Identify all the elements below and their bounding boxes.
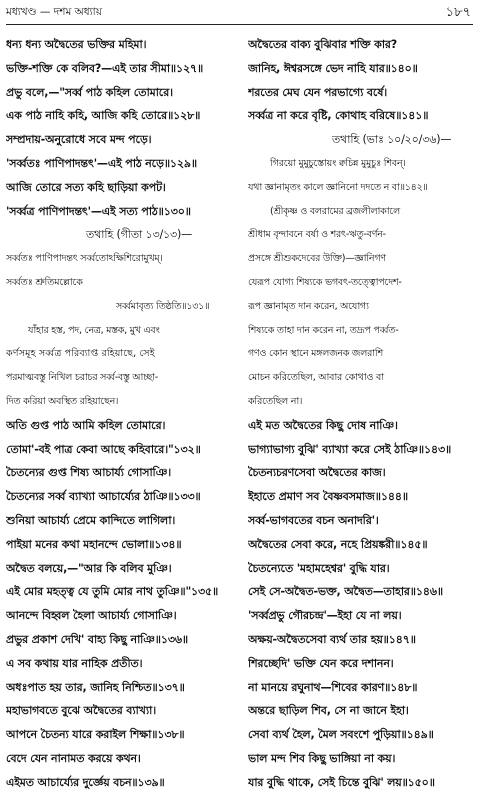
- left-line-31: বেদে যেন নানামত করয়ে কথন।: [6, 751, 141, 765]
- right-line-19: চৈতন্যচরণসেবা অদ্বৈতের কাজ।: [248, 466, 386, 480]
- page-number: ১৮৭: [445, 5, 471, 20]
- left-line-13: যাঁহার হস্ত, পদ, নেত্র, মস্তক, মুখ এবং: [28, 324, 160, 336]
- right-line-4: সর্ব্বত্র না করে বৃষ্টি, কোথাহ বরিষে॥১৪১॥: [248, 109, 429, 123]
- right-line-14: গণও কোন স্থানে মঙ্গলজনক জলরাশি: [248, 348, 383, 360]
- right-line-22: অদ্বৈতের সেবা করে, নহে প্রিয়ঙ্করী॥১৪৫॥: [248, 537, 428, 551]
- left-line-3: প্রভু বলে,—"সর্ব্ব পাঠ কহিল তোমারে।: [6, 85, 173, 99]
- left-line-9: তথাহি (গীতা ১৩/১৩)—: [86, 228, 193, 242]
- left-line-32: এইমত আচার্য্যের দুর্জ্ঞেয় বচন॥১৩৯॥: [6, 775, 165, 789]
- right-line-30: সেবা ব্যর্থ হৈল, মৈল সবংশে পুড়িয়া॥১৪৯॥: [248, 728, 434, 742]
- right-line-15: মোচন করিতেছিল, আবার কোথাও বা: [248, 372, 384, 384]
- left-line-14: কর্ণসমূহ সর্ব্বত্র পরিব্যাপ্ত রহিয়াছে, সেই: [6, 348, 155, 360]
- left-line-21: শুনিয়া আচার্য্য প্রেমে কান্দিতে লাগিলা।: [6, 513, 176, 527]
- left-line-17: অতি গুপ্ত পাঠ আমি কহিল তোমারে।: [6, 418, 166, 432]
- right-line-18: ভাগ্যাভাগ্য বুঝি' ব্যাখ্যা করে সেই ঠাঞি॥১৪৩॥: [248, 442, 452, 456]
- left-line-30: আপনে চৈতন্য যারে করাইল শিক্ষা॥১৩৮॥: [6, 728, 185, 742]
- left-column: [6, 33, 236, 795]
- right-line-1: অদ্বৈতের বাক্য বুঝিবার শক্তি কার?: [248, 38, 398, 51]
- right-line-5: তথাহি (ভাঃ ১০/২০/৩৬)—: [332, 133, 452, 147]
- left-line-24: এই মোর মহত্ত্ব যে তুমি মোর নাথ তুঞি॥"১৩৫॥: [6, 585, 219, 599]
- right-line-11: যেরূপ যোগ্য শিষ্যকে ভগবৎ-তত্ত্বোপদেশ-: [248, 276, 402, 288]
- left-line-11: সর্ব্বতঃ শ্রুতিমল্লোকে: [6, 276, 83, 288]
- right-line-10: প্রসঙ্গে শ্রীশুকদেবের উক্তি)—জ্ঞানিগণ: [248, 253, 386, 265]
- right-line-13: শিষ্যকে তাহা দান করেন না, তদ্রূপ পর্ব্বত-: [248, 324, 399, 336]
- left-line-6: 'সর্ব্বতঃ পাণিপাদন্তৎ'—এই পাঠ নড়ে॥১২৯॥: [6, 156, 197, 170]
- right-line-12: রূপ জ্ঞানামৃত দান করেন, অযোগ্য: [248, 300, 369, 312]
- left-line-16: দিত করিয়া অবস্থিত রহিয়াছেন।: [6, 395, 119, 407]
- left-line-10: সর্ব্বতঃ পাণিপাদন্তৎ সর্ব্বতোঽক্ষিশিরোমুখম্।: [6, 253, 163, 265]
- right-line-26: অক্ষয়-অদ্বৈতসেবা ব্যর্থ তার হয়॥১৪৭॥: [248, 632, 416, 646]
- left-line-2: ভক্তি-শক্তি কে বলিব?—এই তার সীমা॥১২৭॥: [6, 61, 204, 75]
- right-line-32: যার বুদ্ধি থাকে, সেই চিন্তে বুঝি' লয়॥১৫০॥: [248, 775, 435, 789]
- right-line-2: জানিহ, ঈশ্বরসঙ্গে ভেদ নাহি যার॥১৪০॥: [248, 61, 418, 75]
- right-line-7: যথা জ্ঞানামৃতং কালে জ্ঞানিনো দদতে ন বা॥১৪২॥: [248, 181, 428, 193]
- left-line-1: ধন্য ধন্য অদ্বৈতের ভক্তির মহিমা।: [6, 38, 147, 51]
- right-line-3: শরতের মেঘ যেন পরভাগ্যে বর্ষে।: [248, 85, 388, 99]
- right-line-6: গিরয়ো মুমুচুস্তোয়ং ক্বচিন্ন মুমুচুঃ শিবন্।: [270, 157, 406, 169]
- left-line-28: অধঃপাত হয় তার, জানিহ নিশ্চিত॥১৩৭॥: [6, 680, 185, 694]
- right-line-29: অন্তরে ছাড়িল শিব, সে না জানে ইহা।: [248, 704, 409, 718]
- left-line-12: সর্ব্বমাবৃত্য তিষ্ঠতি॥১৩১॥: [116, 300, 210, 312]
- right-line-20: ইহাতে প্রমাণ সব বৈষ্ণবসমাজ॥১৪৪॥: [248, 490, 408, 504]
- left-line-19: চৈতন্যের গুপ্ত শিষ্য আচার্য্য গোসাঞি।: [6, 466, 172, 480]
- right-line-21: সর্ব্ব-ভাগবতের বচন অনাদরি'।: [248, 513, 379, 527]
- left-line-7: আজি তোরে সত্য কহি ছাড়িয়া কপট।: [6, 180, 166, 194]
- right-line-28: না মানয়ে রঘুনাথ—শিবের কারণ॥১৪৮॥: [248, 680, 418, 694]
- left-line-25: আনন্দে বিহ্বল হৈলা আচার্য্য গোসাঞি।: [6, 609, 177, 623]
- right-line-8: (শ্রীকৃষ্ণ ও বলরামের ব্রজলীলাকালে: [270, 205, 401, 217]
- left-line-20: চৈতন্যের সর্ব্ব ব্যাখ্যা আচার্য্যের ঠাঞি॥১৩৩॥: [6, 490, 201, 504]
- left-line-18: তোমা'-বই পাত্র কেবা আছে কহিবারে।"১৩২॥: [6, 442, 201, 456]
- left-line-22: পাইয়া মনের কথা মহানন্দে ভোলা॥১৩৪॥: [6, 537, 182, 551]
- right-line-24: সেই সে-অদ্বৈত-ভক্ত, অদ্বৈত—তাহার॥১৪৬॥: [248, 585, 443, 599]
- left-line-4: এক পাঠ নাহি কহি, আজি কহি তোরে॥১২৮॥: [6, 109, 201, 123]
- right-line-23: চৈতন্যেতে 'মহামহেশ্বর' বুদ্ধি যার।: [248, 561, 390, 575]
- right-line-27: শিরচ্ছেদি' ভক্তি যেন করে দশানন।: [248, 656, 394, 670]
- page-header: [6, 2, 473, 25]
- right-column: [248, 33, 474, 795]
- left-line-8: 'সর্ব্বত্র পাণিপাদন্তৎ'—এই সত্য পাঠ॥১৩০॥: [6, 204, 191, 218]
- running-title: মধ্যখণ্ড — দশম অধ্যায়: [6, 6, 102, 18]
- right-line-16: করিতেছিল না।: [248, 395, 303, 407]
- left-line-15: পরমাত্মবস্তু নিখিল চরাচর সর্ব্ব-বস্তু আচ্ছা-: [6, 372, 158, 384]
- right-line-31: ভাল মন্দ শিব কিছু ভাঙ্গিয়া না কয়।: [248, 751, 396, 765]
- right-line-9: শ্রীধাম বৃন্দাবনে বর্ষা ও শরৎ-ঋতু-বর্ণন-: [248, 229, 386, 241]
- left-line-5: সম্প্রদায়-অনুরোধে সবে মন্দ পড়ে।: [6, 133, 152, 147]
- left-line-26: প্রভুর প্রকাশ দেখি' বাহ্য কিছু নাঞি॥১৩৬॥: [6, 632, 188, 646]
- left-line-23: অদ্বৈত বলয়ে,—"আর কি বলিব মুঞি।: [6, 561, 172, 575]
- left-line-29: মহাভাগবতে বুঝে অদ্বৈতের ব্যাখ্যা।: [6, 704, 156, 718]
- right-line-25: 'সর্ব্বপ্রভু গৌরচন্দ্র'—ইহা যে না লয়।: [248, 609, 402, 623]
- left-line-27: এ সব কথায় যার নাহিক প্রতীত।: [6, 656, 143, 670]
- right-line-17: এই মত অদ্বৈতের কিছু দোষ নাঞি।: [248, 418, 398, 432]
